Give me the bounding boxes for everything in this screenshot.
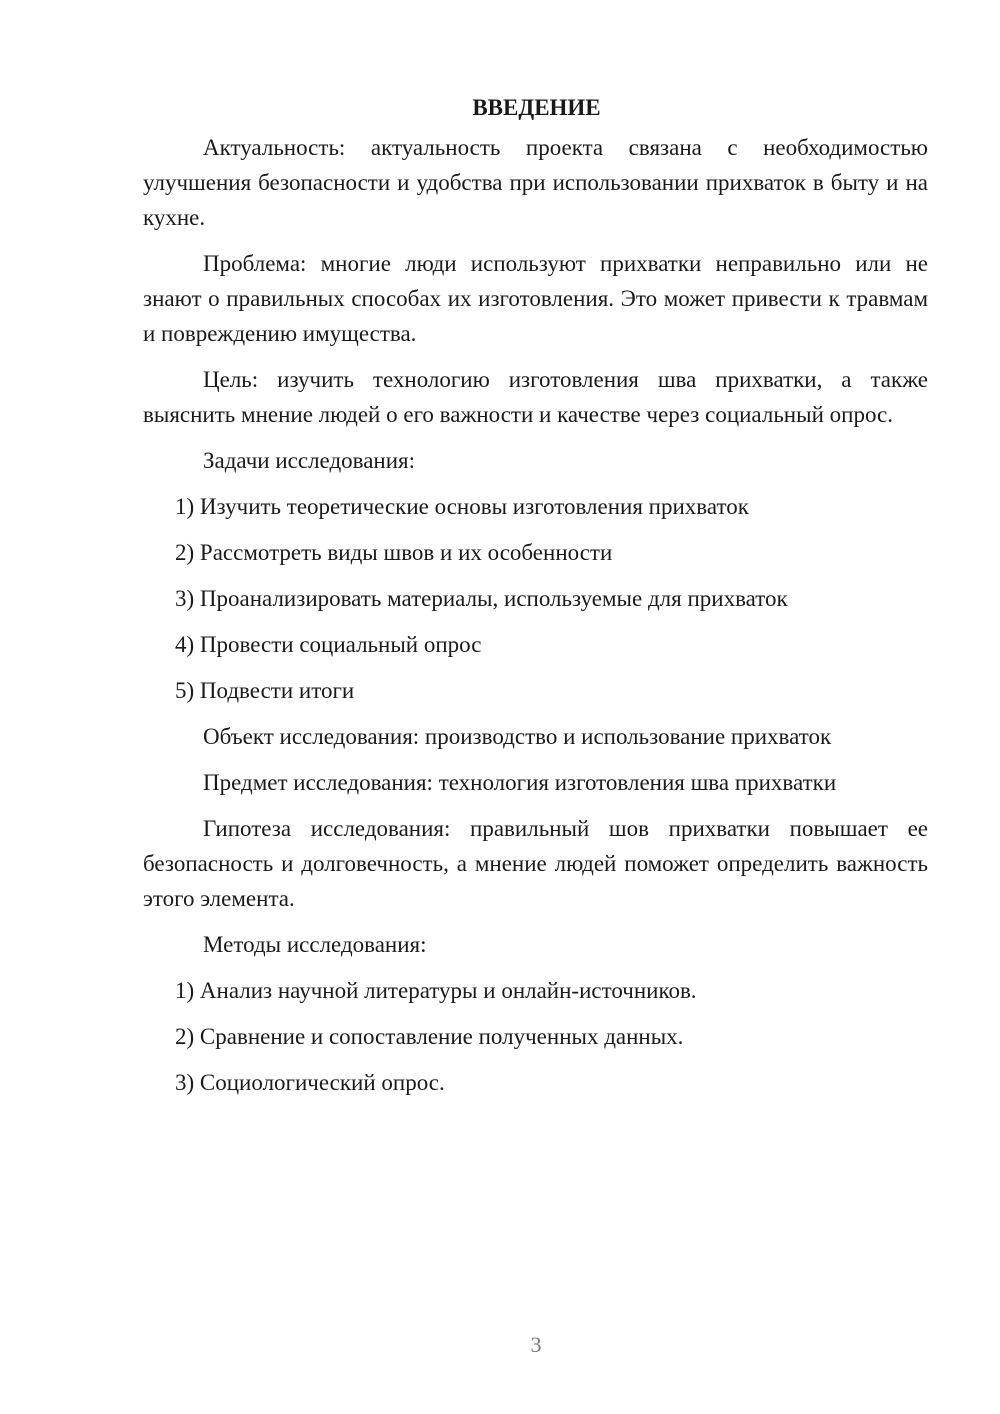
method-item: 2) Сравнение и сопоставление полученных данных.	[175, 1024, 684, 1049]
task-item: 3) Проанализировать материалы, используемые для прихваток	[175, 586, 788, 611]
relevance-paragraph: Актуальность: актуальность проекта связана с необходимостью улучшения безопасности и удобства при использовании прихваток в быту и на кухне.	[143, 135, 928, 230]
problem-paragraph: Проблема: многие люди используют прихватки неправильно или не знают о правильных способах их изготовления. Это может привести к травмам и повреждению имущества.	[143, 251, 928, 346]
task-item: 5) Подвести итоги	[175, 678, 355, 703]
document-body	[143, 90, 928, 1111]
goal-paragraph: Цель: изучить технологию изготовления шва прихватки, а также выяснить мнение людей о его важности и качестве через социальный опрос.	[143, 367, 928, 427]
object-line: Объект исследования: производство и использование прихваток	[203, 724, 832, 749]
task-item: 1) Изучить теоретические основы изготовления прихваток	[175, 494, 749, 519]
method-item: 3) Социологический опрос.	[175, 1070, 445, 1095]
subject-line: Предмет исследования: технология изготовления шва прихватки	[203, 770, 837, 795]
section-title: ВВЕДЕНИЕ	[472, 95, 601, 120]
page-number: 3	[530, 1332, 542, 1357]
methods-heading: Методы исследования:	[203, 932, 427, 957]
task-item: 4) Провести социальный опрос	[175, 632, 482, 657]
method-item: 1) Анализ научной литературы и онлайн-источников.	[175, 978, 697, 1003]
tasks-heading: Задачи исследования:	[203, 448, 416, 473]
task-item: 2) Рассмотреть виды швов и их особенности	[175, 540, 613, 565]
hypothesis-paragraph: Гипотеза исследования: правильный шов прихватки повышает ее безопасность и долговечность, а мнение людей поможет определить важность этого элемента.	[143, 816, 928, 911]
